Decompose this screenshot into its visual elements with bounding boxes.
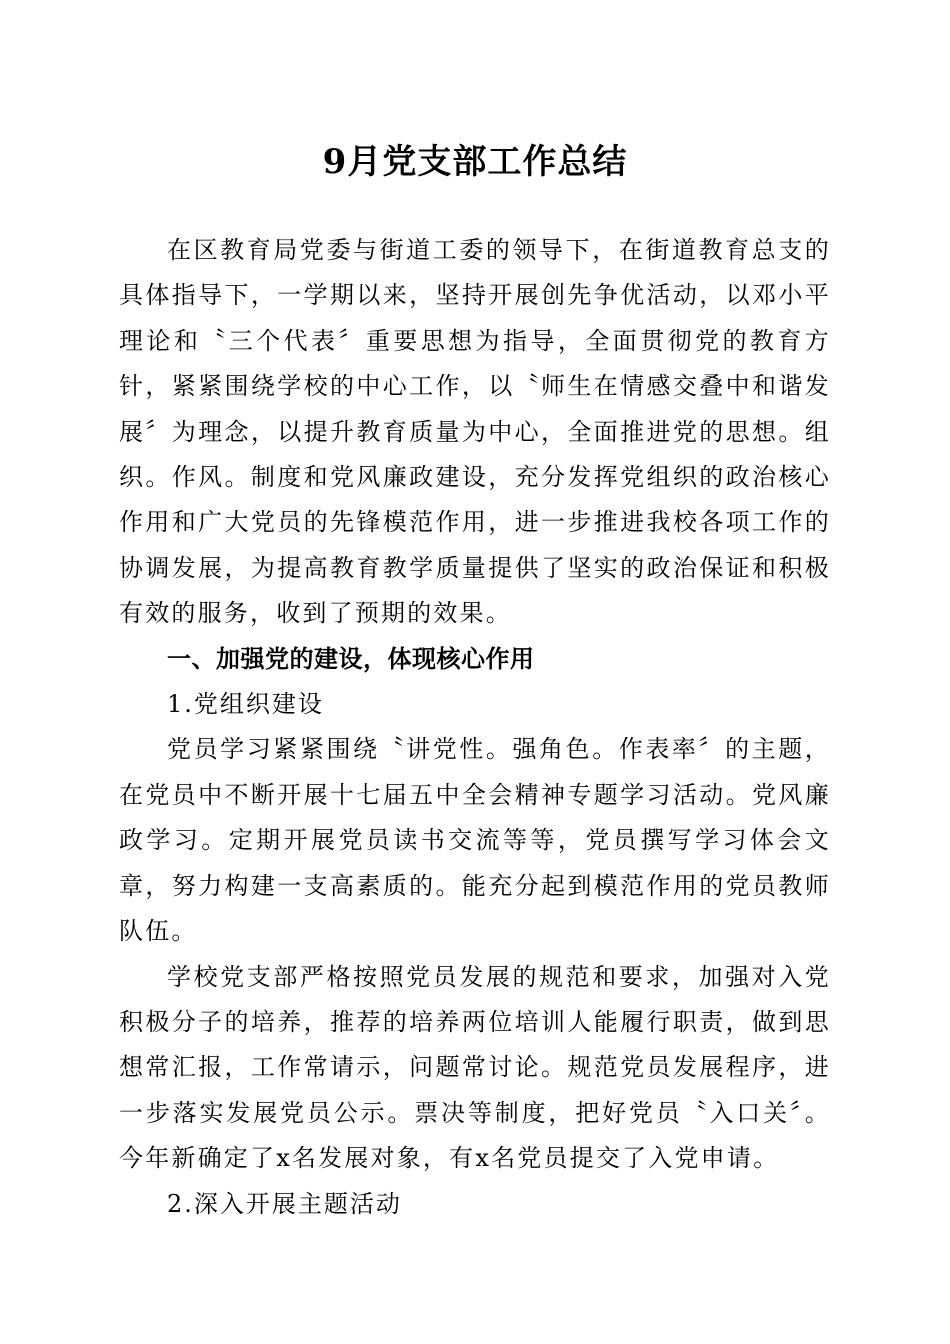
- intro-paragraph: 在区教育局党委与街道工委的领导下，在街道教育总支的具体指导下，一学期以来，坚持开展创先争优活动，以邓小平理论和〝三个代表〞重要思想为指导，全面贯彻党的教育方针，紧紧围绕学校的中心工作，以〝师生在情感交叠中和谐发展〞为理念，以提升教育质量为中心，全面推进党的思想。组织。作风。制度和党风廉政建设，充分发挥党组织的政治核心作用和广大党员的先锋模范作用，进一步推进我校各项工作的协调发展，为提高教育教学质量提供了坚实的政治保证和积极有效的服务，收到了预期的效果。: [119, 236, 831, 628]
- subsection-heading-1-1: 1.党组织建设: [167, 690, 324, 719]
- section-heading-1: 一、加强党的建设，体现核心作用: [167, 644, 535, 673]
- document-body: [119, 228, 831, 1227]
- document-title: 9月党支部工作总结: [322, 142, 628, 182]
- subsection-1-1-paragraph-2: 学校党支部严格按照党员发展的规范和要求，加强对入党积极分子的培养，推荐的培养两位培训人能履行职责，做到思想常汇报，工作常请示，问题常讨论。规范党员发展程序，进一步落实发展党员公示。票决等制度，把好党员〝入口关〞。今年新确定了x名发展对象，有x名党员提交了入党申请。: [119, 962, 831, 1173]
- subsection-1-1-paragraph-1: 党员学习紧紧围绕〝讲党性。强角色。作表率〞的主题，在党员中不断开展十七届五中全会精神专题学习活动。党风廉政学习。定期开展党员读书交流等等，党员撰写学习体会文章，努力构建一支高素质的。能充分起到模范作用的党员教师队伍。: [119, 735, 831, 946]
- subsection-heading-1-2: 2.深入开展主题活动: [167, 1189, 402, 1218]
